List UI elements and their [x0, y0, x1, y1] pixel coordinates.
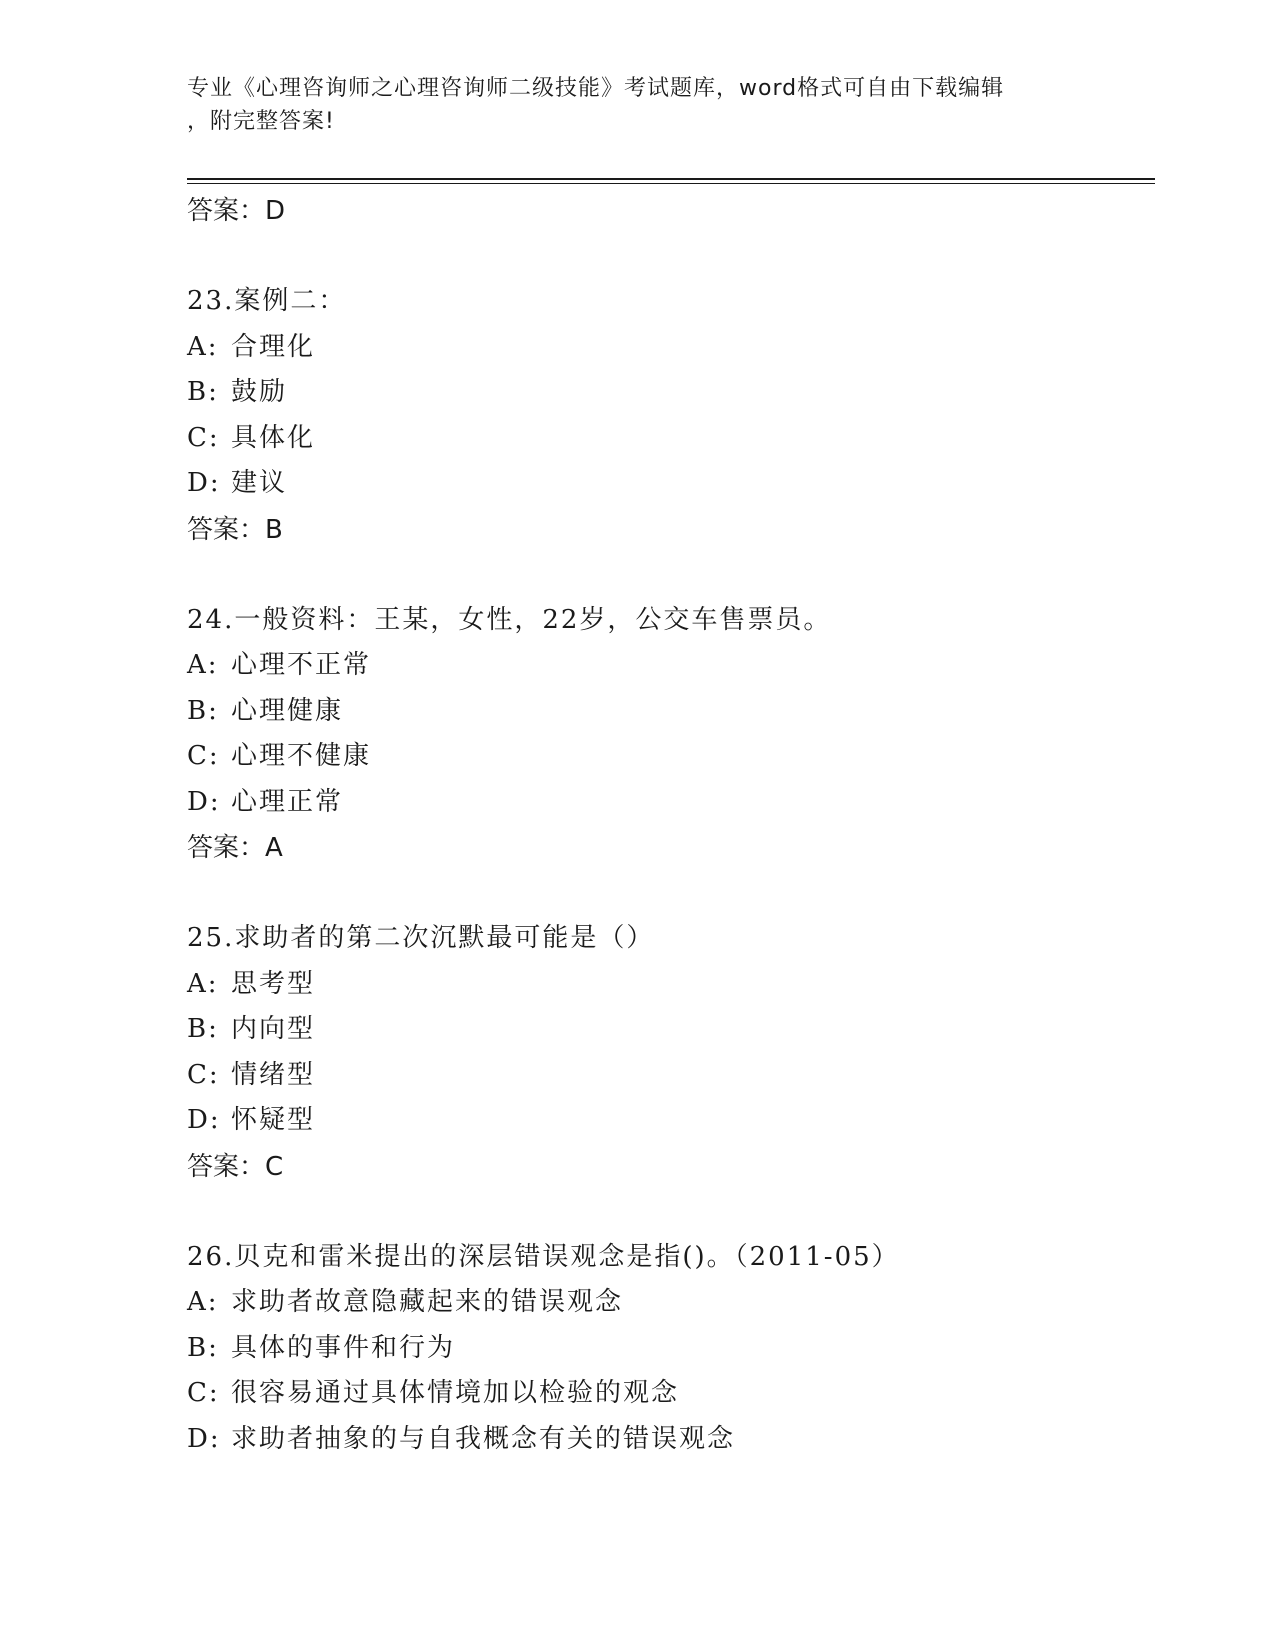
- option-b: [187, 689, 1147, 735]
- option-text: 内向型: [231, 1014, 316, 1044]
- option-key: C:: [187, 422, 220, 453]
- option-a: [187, 962, 1147, 1008]
- option-key: D:: [187, 786, 221, 817]
- question-item: [187, 598, 1147, 872]
- spacer: [187, 871, 1147, 916]
- option-key: C:: [187, 1378, 220, 1408]
- option-text: 心理健康: [231, 695, 344, 726]
- option-text: 怀疑型: [231, 1105, 316, 1135]
- option-d: [187, 1098, 1147, 1144]
- header-divider-thick: [187, 178, 1155, 180]
- option-c: [187, 416, 1147, 462]
- option-key: D:: [187, 1423, 221, 1454]
- option-b: [187, 1326, 1147, 1372]
- question-item: [187, 1235, 1147, 1463]
- option-text: 建议: [231, 468, 288, 498]
- question-item: [187, 916, 1147, 1190]
- header-line-1: 专业《心理咨询师之心理咨询师二级技能》考试题库，word格式可自由下载编辑: [187, 76, 1005, 101]
- question-answer: 答案：A: [187, 833, 283, 863]
- option-c: [187, 1053, 1147, 1099]
- header-divider-thin: [187, 183, 1155, 184]
- option-a: [187, 643, 1147, 689]
- option-key: B:: [187, 1014, 219, 1044]
- option-text: 很容易通过具体情境加以检验的观念: [231, 1378, 680, 1408]
- option-key: D:: [187, 468, 221, 498]
- question-title: 23.案例二：: [187, 286, 347, 316]
- question-list: [187, 188, 1147, 1462]
- option-text: 心理不正常: [231, 650, 372, 680]
- option-text: 鼓励: [231, 377, 288, 407]
- question-title: 25.求助者的第二次沉默最可能是（）: [187, 923, 655, 953]
- question-answer: 答案：B: [187, 514, 283, 545]
- option-key: C:: [187, 1059, 220, 1090]
- question-answer: 答案：C: [187, 1151, 284, 1182]
- option-text: 合理化: [231, 331, 316, 362]
- option-text: 具体化: [231, 422, 316, 453]
- option-d: [187, 461, 1147, 507]
- previous-answer: 答案：D: [187, 196, 286, 226]
- option-key: A:: [187, 331, 219, 362]
- option-key: B:: [187, 695, 219, 726]
- option-text: 情绪型: [231, 1059, 316, 1090]
- option-text: 具体的事件和行为: [231, 1332, 456, 1363]
- option-key: B:: [187, 1332, 219, 1363]
- option-text: 思考型: [231, 968, 316, 999]
- option-d: [187, 1417, 1147, 1463]
- option-d: [187, 780, 1147, 826]
- spacer: [187, 234, 1147, 279]
- option-b: [187, 1007, 1147, 1053]
- question-title: 26.贝克和雷米提出的深层错误观念是指()。（2011-05）: [187, 1241, 900, 1272]
- option-key: D:: [187, 1105, 221, 1135]
- spacer: [187, 1190, 1147, 1235]
- option-text: 心理不健康: [231, 741, 372, 771]
- option-b: [187, 370, 1147, 416]
- option-a: [187, 325, 1147, 371]
- option-c: [187, 734, 1147, 780]
- option-key: B:: [187, 377, 219, 407]
- question-title: 24.一般资料：王某，女性，22岁，公交车售票员。: [187, 604, 832, 635]
- option-text: 心理正常: [231, 786, 344, 817]
- option-key: A:: [187, 650, 219, 680]
- option-text: 求助者抽象的与自我概念有关的错误观念: [231, 1423, 736, 1454]
- option-key: A:: [187, 968, 219, 999]
- option-a: [187, 1280, 1147, 1326]
- document-header: [187, 72, 1087, 138]
- option-key: A:: [187, 1287, 219, 1317]
- header-line-2: ，附完整答案!: [187, 109, 335, 134]
- option-key: C:: [187, 741, 220, 771]
- option-text: 求助者故意隐藏起来的错误观念: [231, 1287, 624, 1317]
- question-item: [187, 279, 1147, 553]
- spacer: [187, 553, 1147, 598]
- option-c: [187, 1371, 1147, 1417]
